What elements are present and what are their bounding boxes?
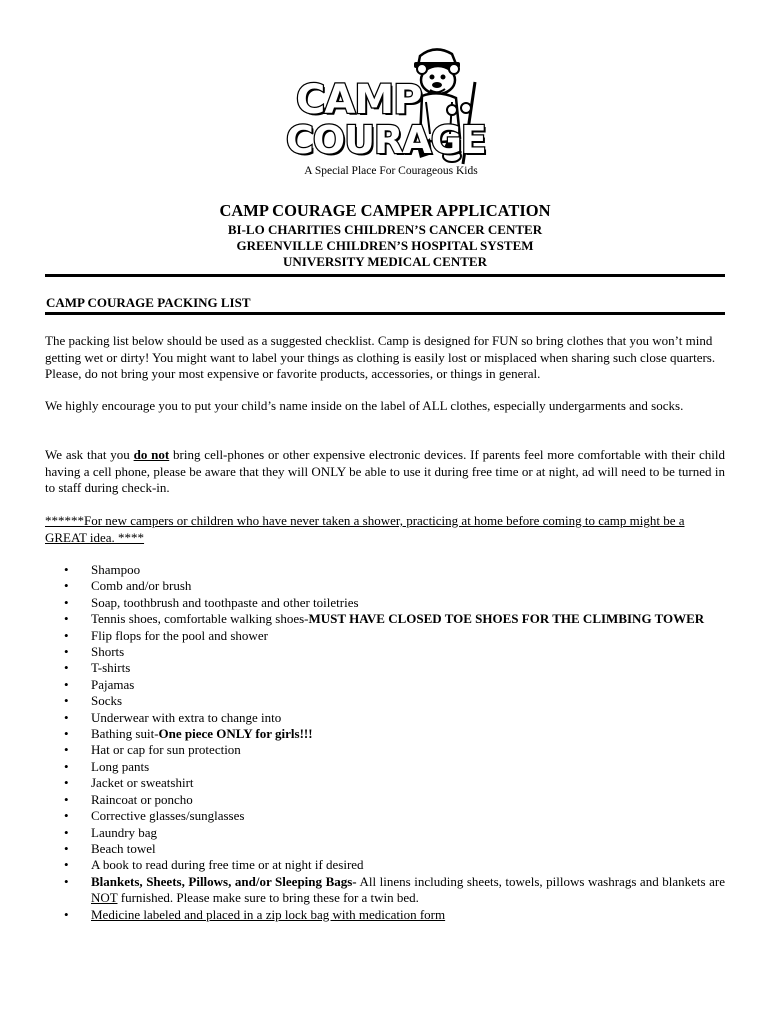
item-text: A book to read during free time or at night if desired — [91, 857, 364, 873]
do-not-emphasis: do not — [133, 447, 170, 462]
bullet-icon: • — [64, 562, 69, 577]
list-item — [45, 677, 725, 693]
divider-top — [45, 274, 725, 277]
logo-word-camp: CAMP — [296, 77, 422, 123]
item-emphasis: One piece ONLY for girls!!! — [158, 726, 313, 742]
item-text: Medicine labeled and placed in a zip lock bag with medication form — [91, 906, 446, 922]
item-text: Laundry bag — [91, 824, 158, 840]
list-item — [45, 628, 725, 644]
bullet-icon: • — [64, 808, 69, 824]
divider-section — [45, 312, 725, 315]
list-item — [45, 710, 725, 726]
packing-list — [45, 562, 725, 923]
label-clothes-paragraph: We highly encourage you to put your child’s name inside on the label of ALL clothes, especially undergarments and socks. — [45, 398, 684, 413]
item-text: Underwear with extra to change into — [91, 709, 282, 725]
logo-tagline: A Special Place For Courageous Kids — [304, 165, 478, 177]
bullet-icon: • — [64, 611, 69, 627]
camp-courage-logo — [280, 42, 490, 182]
list-item — [45, 693, 725, 709]
item-text: Hat or cap for sun protection — [91, 742, 241, 758]
list-item — [45, 644, 725, 660]
item-text: Jacket or sweatshirt — [91, 775, 194, 791]
item-text: All linens including sheets, towels, pillows washrags and blankets are — [356, 873, 725, 889]
bullet-icon: • — [64, 873, 69, 889]
bullet-icon: • — [64, 857, 69, 873]
bullet-icon: • — [64, 709, 69, 725]
item-text: T-shirts — [91, 660, 131, 676]
list-item — [45, 759, 725, 775]
item-text: Beach towel — [91, 840, 156, 856]
item-text: Shorts — [91, 644, 125, 660]
item-text: furnished. Please make sure to bring these for a twin bed. — [117, 890, 419, 906]
item-emphasis: MUST HAVE CLOSED TOE SHOES FOR THE CLIMBING TOWER — [308, 611, 705, 627]
bullet-icon: • — [64, 726, 69, 742]
bullet-icon: • — [64, 693, 69, 709]
subtitle-cancer-center: BI-LO CHARITIES CHILDREN’S CANCER CENTER — [227, 222, 543, 237]
item-text: Socks — [91, 693, 123, 709]
bullet-icon: • — [64, 627, 69, 643]
list-item — [45, 825, 725, 841]
list-item — [45, 562, 725, 578]
item-text: Pajamas — [91, 676, 135, 692]
list-item — [45, 874, 725, 907]
item-text: Shampoo — [91, 562, 141, 577]
electronics-paragraph — [45, 447, 725, 497]
list-item — [45, 907, 725, 923]
electronics-text-end: bring cell-phones or other expensive electronic devices. If parents feel more comfortable with their child having a cell phone, please be aware that they will ONLY be able to use it during free time or at night, ad will need to be turned in to staff during check-in. — [45, 447, 725, 495]
subtitle-medical-center: UNIVERSITY MEDICAL CENTER — [283, 254, 487, 269]
item-text: Raincoat or poncho — [91, 791, 193, 807]
list-item — [45, 857, 725, 873]
document-title: CAMP COURAGE CAMPER APPLICATION — [219, 201, 551, 220]
item-text: Corrective glasses/sunglasses — [91, 808, 245, 824]
list-item — [45, 841, 725, 857]
list-item — [45, 611, 725, 627]
item-text: Tennis shoes, comfortable walking shoes- — [91, 611, 309, 627]
bullet-icon: • — [64, 775, 69, 791]
bullet-icon: • — [64, 840, 69, 856]
bullet-icon: • — [64, 742, 69, 758]
item-text: Long pants — [91, 758, 150, 774]
item-text: Bathing suit- — [91, 726, 159, 742]
list-item — [45, 792, 725, 808]
list-item — [45, 742, 725, 758]
subtitle-hospital-system: GREENVILLE CHILDREN’S HOSPITAL SYSTEM — [236, 238, 534, 253]
bullet-icon: • — [64, 791, 69, 807]
list-item — [45, 595, 725, 611]
bullet-icon: • — [64, 660, 69, 676]
bullet-icon: • — [64, 644, 69, 660]
list-item — [45, 660, 725, 676]
shower-note: ******For new campers or children who have never taken a shower, practicing at home before coming to camp might be a GREAT idea. **** — [45, 513, 685, 545]
not-emphasis: NOT — [91, 890, 118, 906]
list-item — [45, 775, 725, 791]
section-title: CAMP COURAGE PACKING LIST — [46, 295, 251, 310]
list-item — [45, 808, 725, 824]
logo-word-courage: COURAGE — [286, 118, 486, 162]
electronics-text-start: We ask that you — [45, 447, 134, 462]
list-item — [45, 726, 725, 742]
intro-paragraph: The packing list below should be used as a suggested checklist. Camp is designed for FUN so bring clothes that you won’t mind getting wet or dirty! You might want to label your things as clothing is easily lost or misplaced when sharing such close quarters. Please, do not bring your most expensive or favorite products, accessories, or things in general. — [45, 333, 716, 381]
item-text: Flip flops for the pool and shower — [91, 627, 268, 643]
bullet-icon: • — [64, 824, 69, 840]
bullet-icon: • — [64, 906, 69, 922]
item-text: Soap, toothbrush and toothpaste and other toiletries — [91, 594, 359, 610]
item-text: Comb and/or brush — [91, 578, 192, 594]
bullet-icon: • — [64, 676, 69, 692]
bullet-icon: • — [64, 578, 69, 594]
list-item — [45, 578, 725, 594]
item-emphasis: Blankets, Sheets, Pillows, and/or Sleeping Bags- — [91, 873, 357, 889]
bullet-icon: • — [64, 758, 69, 774]
bullet-icon: • — [64, 594, 69, 610]
